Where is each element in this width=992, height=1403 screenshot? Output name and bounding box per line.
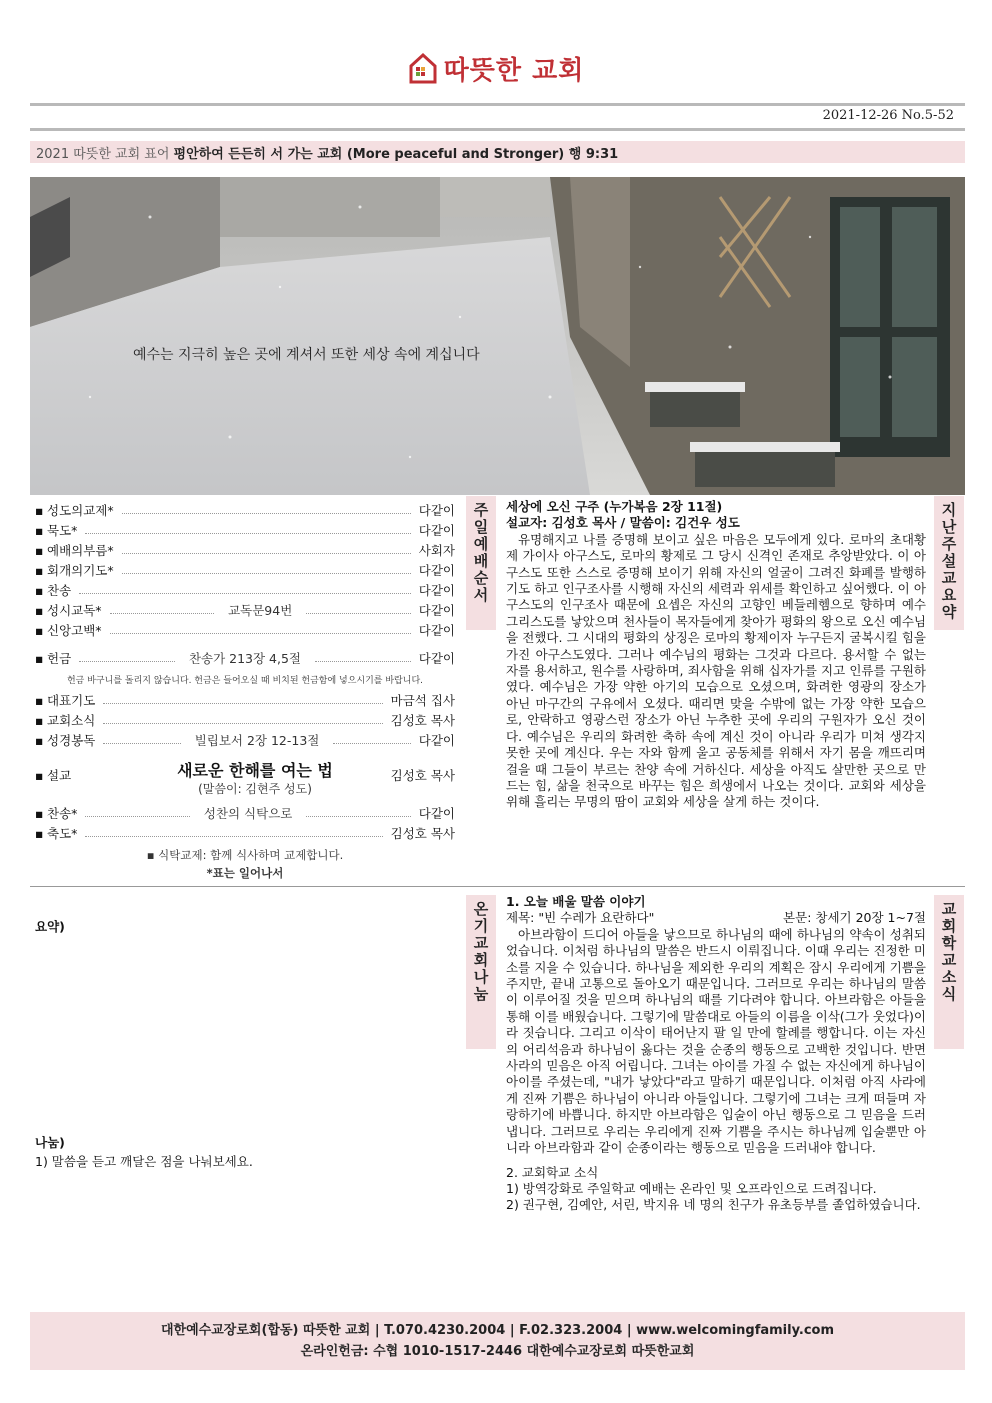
news-item: 1) 방역강화로 주일학교 예배는 온라인 및 오프라인으로 드려집니다. — [506, 1180, 877, 1196]
masthead — [0, 44, 992, 92]
order-row: ▪ 헌금 찬송가 213장 4,5절 다같이 — [35, 650, 456, 666]
order-row: ▪ 예배의부름* 사회자 — [35, 542, 455, 558]
photo-caption: 예수는 지극히 높은 곳에 계셔서 또한 세상 속에 계십니다 — [133, 347, 480, 363]
summary-title: 세상에 오신 구주 (누가복음 2장 11절) — [506, 499, 723, 514]
label-sharing: 온 기 교 회 나 눔 — [466, 895, 496, 1049]
motto-bar — [30, 141, 965, 163]
order-row: ▪ 회개의기도* 다같이 — [35, 562, 455, 578]
standing-note: *표는 일어나서 — [206, 866, 284, 880]
order-row: ▪ 신앙고백* 다같이 — [35, 622, 455, 638]
motto-main: 평안하여 든든히 서 가는 교회 (More peaceful and Stronger) 행 9:31 — [173, 147, 619, 162]
worship-order — [35, 501, 455, 881]
lesson-subject: 제목: "빈 수레가 요란하다" — [506, 910, 655, 926]
header-rule — [30, 103, 965, 106]
lesson-title: 1. 오늘 배울 말씀 이야기 — [506, 894, 646, 909]
sermon-speaker: (말씀이: 김현주 성도) — [198, 782, 312, 796]
news-title: 2. 교회학교 소식 — [506, 1164, 599, 1180]
label-church-school: 교 회 학 교 소 식 — [934, 895, 964, 1049]
sermon-summary — [506, 499, 926, 881]
church-school — [506, 894, 926, 1309]
issue-number: 2021-12-26 No.5-52 — [822, 108, 954, 123]
label-worship-order: 주 일 예 배 순 서 — [466, 496, 496, 630]
house-logo-icon — [408, 52, 438, 84]
label-sermon-summary: 지 난 주 설 교 요 약 — [934, 496, 964, 630]
footer — [30, 1312, 965, 1370]
order-row: ▪ 찬송* 성찬의 식탁으로 다같이 — [35, 805, 456, 821]
footer-offering-account: 온라인헌금: 수협 1010-1517-2446 대한예수교장로회 따뜻한교회 — [300, 1344, 695, 1359]
section-divider — [30, 886, 965, 887]
order-row: ▪ 대표기도 마금석 집사 — [35, 692, 455, 708]
order-row: ▪ 교회소식 김성호 목사 — [35, 712, 455, 728]
motto-prefix: 2021 따뜻한 교회 표어 — [36, 147, 170, 162]
sermon-title: 새로운 한해를 여는 법 — [177, 761, 333, 780]
lesson-meta — [506, 910, 926, 926]
order-row-sermon: ▪ 설교 김성호 목사 — [35, 767, 455, 783]
order-row: ▪ 성경봉독 빌립보서 2장 12-13절 다같이 — [35, 732, 456, 748]
summary-body: 유명해지고 나를 증명해 보이고 싶은 마음은 모두에게 있다. 로마의 초대황제 가이사 아구스도, 로마의 황제로 그 당시 신격인 존재로 추앙받았다. 이 아구스도 또한 스스로 증명해 보이기 위해 자신의 얼굴이 그려진 화폐를 발행하기도 하고 인구조사를 시행해 자신의 세력과 위세를 확인하고 싶어했다. 이 아구스도의 인구조사 때문에 요셉은 자신의 고향인 베들레헴으로 향하며 예수 그리스도를 낳았으며 천사들이 목자들에게 찾아가 평화의 왕으로 오신 예수님을 전했다. 그 시대의 평화의 상징은 로마의 황제이자 누구든지 굴복시킬 힘을 가진 아구스도였다. 그러나 예수님의 평화는 그것과 다르다. 용서할 수 없는 자를 용서하고, 원수를 사랑하며, 죄사함을 위해 십자가를 지고 인류를 구원하였다. 예수님은 가장 약한 아기의 모습으로 오셨으며, 화려한 영광의 장소가 아닌 마구간의 구유에서 오셨다. 때리면 맞을 수밖에 없는 가장 약한 모습으로, 안락하고 영광스런 장소가 아닌 누추한 곳에 우리의 구원자가 오신 것이다. 예수님은 우리의 화려한 축하 속에 계신 것이 아니라 우리가 미쳐 생각지 못한 곳에 계신다. 우는 자와 함께 울고 공동체를 위해서 자기 몸을 깨뜨리며 걸을 때 그들이 부르는 찬양 속에 거하신다. 세상을 아직도 살만한 곳으로 만드는 힘, 삶을 천국으로 바꾸는 힘은 희생에서 나오는 것이다. 교회와 세상을 위해 흘리는 무명의 땀이 교회와 세상을 살게 하는 것이다. — [506, 531, 926, 810]
issue-rule — [30, 128, 965, 131]
meal-note: ▪ 식탁교제: 함께 식사하며 교제합니다. — [146, 848, 344, 862]
order-row: ▪ 묵도* 다같이 — [35, 522, 455, 538]
church-name: 따뜻한 교회 — [443, 55, 585, 86]
summary-label: 요약) — [35, 919, 65, 934]
lesson-body: 아브라함이 드디어 아들을 낳으므로 하나님의 때에 하나님의 약속이 성취되었습니다. 이처럼 하나님의 말씀은 반드시 이뤄집니다. 이때 우리는 진정한 미소를 지을 수 있습니다. 하나님을 제외한 우리의 계획은 잠시 우리에게 기쁨을 주지만, 끝내 고통으로 돌아오기 때문입니다. 그러므로 우리는 하나님의 말씀이 이루어질 것을 믿으며 하나님의 때를 기다려야 합니다. 아브라함은 아들을 통해 이를 배웠습니다. 그렇기에 말씀대로 아들의 이름을 이삭(그가 웃었다)이라 짓습니다. 그리고 이삭이 태어난지 팔 일 만에 할례를 행합니다. 이는 자신의 어리석음과 하나님이 옳다는 것을 순종의 행동으로 고백한 것입니다. 반면 사라의 믿음은 아직 어립니다. 그녀는 아이를 가질 수 없는 자신에게 하나님이 아이를 주셨는데, "내가 낳았다"라고 말하기 때문입니다. 이처럼 아직 사라에게 진짜 기쁨은 하나님이 아니라 아들입니다. 그렇기에 그녀는 크게 떠들며 자랑하기에 바쁩니다. 하지만 아브라함은 입술이 아닌 행동으로 그 믿음을 드러냅니다. 그러므로 우리는 우리에게 진짜 기쁨을 주시는 하나님께 입술뿐만 아니라 아브라함과 같이 순종이라는 행동으로 믿음을 드러내야 합니다. — [506, 926, 926, 1156]
order-row: ▪ 성도의교제* 다같이 — [35, 502, 455, 518]
share-label: 나눔) — [35, 1135, 65, 1150]
order-row: ▪ 성시교독* 교독문94번 다같이 — [35, 602, 456, 618]
snow-alley-photo — [30, 177, 965, 495]
offering-note: 헌금 바구니를 돌리지 않습니다. 헌금은 들어오실 때 비치된 헌금함에 넣으시기를 바랍니다. — [66, 676, 423, 686]
lesson-passage: 본문: 창세기 20장 1~7절 — [783, 910, 926, 926]
summary-byline: 설교자: 김성호 목사 / 말씀이: 김건우 성도 — [506, 515, 740, 531]
share-question: 1) 말씀을 듣고 깨달은 점을 나눠보세요. — [35, 1154, 253, 1169]
footer-contact: 대한예수교장로회(합동) 따뜻한 교회 | T.070.4230.2004 | F.02.323.2004 | www.welcomingfamily.com — [160, 1323, 834, 1338]
order-row: ▪ 축도* 김성호 목사 — [35, 825, 455, 841]
order-row: ▪ 찬송 다같이 — [35, 582, 455, 598]
news-item: 2) 권구현, 김예안, 서린, 박지유 네 명의 친구가 유초등부를 졸업하였습니다. — [506, 1197, 921, 1213]
